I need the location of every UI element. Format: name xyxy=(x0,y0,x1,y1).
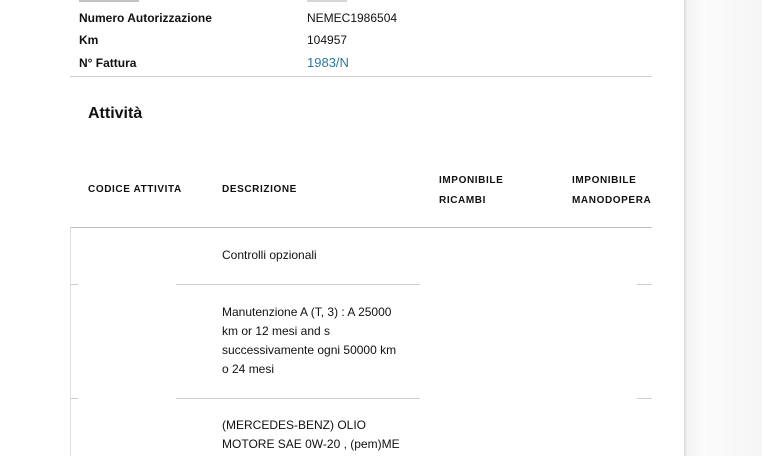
invoice-number-link[interactable]: 1983/N xyxy=(307,55,349,70)
row-description-line: km or 12 mesi and s xyxy=(222,324,331,338)
row-description-line: MOTORE SAE 0W-20 , (pem)ME xyxy=(222,437,400,451)
row-divider-stub xyxy=(70,398,78,399)
page-edge-shadow xyxy=(684,0,762,456)
row-description-line: (MERCEDES-BENZ) OLIO xyxy=(222,418,367,432)
row-description-line: successivamente ogni 50000 km xyxy=(222,343,397,357)
table-row xyxy=(222,246,317,265)
row-divider xyxy=(176,284,420,285)
section-title: Attività xyxy=(88,105,143,122)
row-divider xyxy=(176,398,420,399)
top-fragment xyxy=(307,0,347,2)
col-header-code: CODICE ATTIVITA xyxy=(88,184,182,195)
header-divider xyxy=(70,227,652,228)
authorization-number-label: Numero Autorizzazione xyxy=(79,11,212,25)
table-row xyxy=(222,416,400,454)
row-description-line: Manutenzione A (T, 3) : A 25000 xyxy=(222,305,392,319)
km-label: Km xyxy=(79,33,99,47)
authorization-number-value: NEMEC1986504 xyxy=(307,11,398,25)
col-header-parts-l2: RICAMBI xyxy=(439,195,486,206)
col-header-description: DESCRIZIONE xyxy=(222,184,297,195)
row-description-line: o 24 mesi xyxy=(222,362,275,376)
details-divider xyxy=(70,76,652,77)
row-divider-stub xyxy=(70,284,78,285)
invoice-number-label: N° Fattura xyxy=(79,56,137,70)
col-header-parts-l1: IMPONIBILE xyxy=(439,175,504,186)
table-row xyxy=(222,303,396,379)
row-divider-stub xyxy=(637,284,652,285)
table-left-border xyxy=(70,227,71,456)
col-header-labor-l2: MANODOPERA xyxy=(572,195,652,206)
km-value: 104957 xyxy=(307,33,348,47)
top-fragment xyxy=(79,0,139,2)
row-divider-stub xyxy=(637,398,652,399)
col-header-labor-l1: IMPONIBILE xyxy=(572,175,637,186)
row-description-line: Controlli opzionali xyxy=(222,248,317,262)
